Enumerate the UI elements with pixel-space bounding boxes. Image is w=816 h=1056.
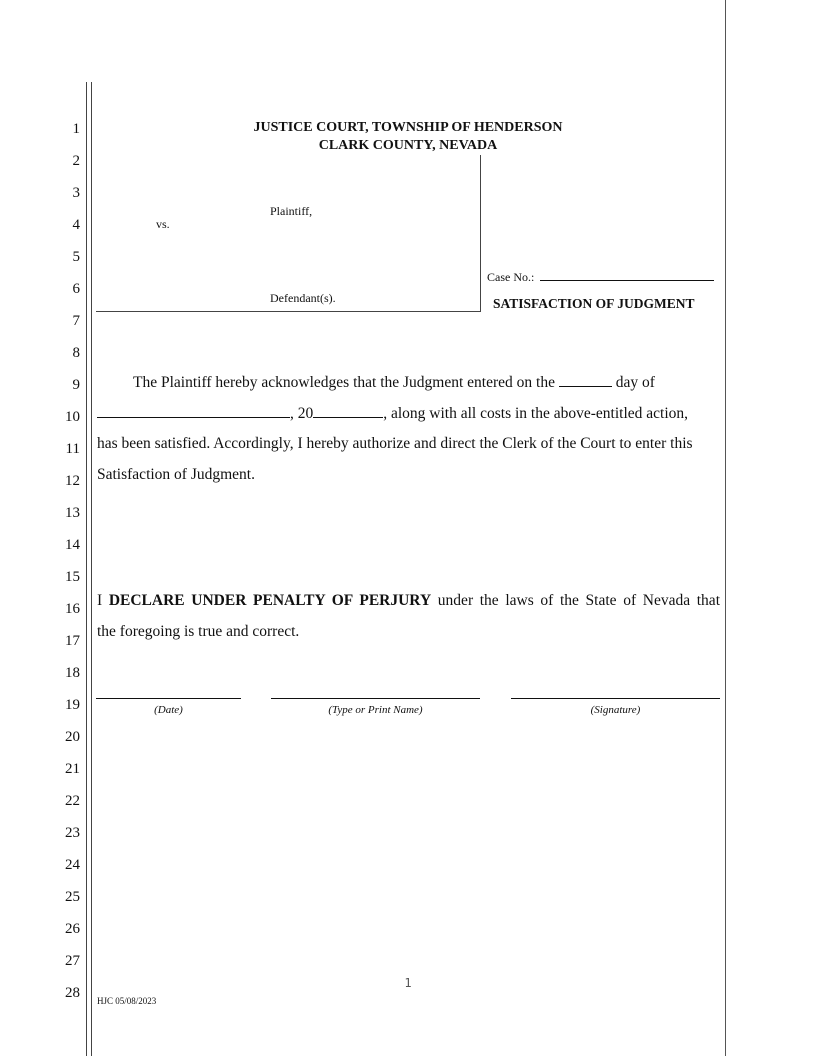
line-number: 25	[65, 889, 80, 905]
line-number: 22	[65, 793, 80, 809]
case-number-label: Case No.:	[487, 270, 535, 284]
form-code: HJC 05/08/2023	[97, 996, 157, 1006]
body-line-2	[97, 403, 688, 424]
body-text: day of	[611, 374, 655, 391]
body-text: The Plaintiff hereby acknowledges that the Judgment entered on the	[133, 374, 559, 391]
body-text: , 20	[290, 405, 314, 422]
document-title: SATISFACTION OF JUDGMENT	[493, 296, 695, 311]
line-number: 12	[65, 473, 80, 489]
line-number: 5	[72, 249, 80, 265]
left-margin-rule-inner	[91, 82, 92, 1056]
defendant-label: Defendant(s).	[270, 291, 336, 305]
line-number: 3	[72, 185, 80, 201]
date-signature-line[interactable]	[96, 698, 241, 699]
body-line-3: has been satisfied. Accordingly, I hereby authorize and direct the Clerk of the Court to enter this	[97, 435, 693, 452]
court-county: CLARK COUNTY, NEVADA	[318, 138, 498, 153]
line-number: 2	[72, 153, 80, 169]
page-number: 1	[404, 976, 412, 990]
line-number: 15	[65, 569, 80, 585]
line-number: 4	[72, 217, 80, 233]
day-blank[interactable]	[559, 372, 612, 387]
line-number: 11	[65, 441, 80, 457]
name-label: (Type or Print Name)	[328, 704, 423, 716]
line-number: 23	[65, 825, 80, 841]
line-number: 16	[65, 601, 80, 617]
line-number: 9	[72, 377, 80, 393]
year-blank[interactable]	[313, 403, 383, 418]
left-margin-rule-outer	[86, 82, 87, 1056]
line-number: 26	[65, 921, 80, 937]
line-number: 6	[72, 281, 80, 297]
vs-label: vs.	[156, 217, 170, 231]
line-number: 24	[65, 857, 80, 873]
month-blank[interactable]	[97, 403, 290, 418]
line-number: 19	[65, 697, 80, 713]
line-number: 17	[65, 633, 80, 649]
line-number: 10	[65, 409, 80, 425]
court-name: JUSTICE COURT, TOWNSHIP OF HENDERSON	[253, 120, 563, 135]
line-number: 28	[65, 985, 80, 1001]
line-number: 18	[65, 665, 80, 681]
body-line-4: Satisfaction of Judgment.	[97, 466, 255, 483]
signature-line[interactable]	[511, 698, 720, 699]
caption-bottom-rule	[96, 311, 481, 312]
declaration-prefix: I	[97, 592, 109, 609]
declaration-line-2: the foregoing is true and correct.	[97, 623, 300, 640]
case-number-blank[interactable]	[540, 266, 714, 281]
date-label: (Date)	[154, 704, 183, 716]
line-number: 27	[65, 953, 80, 969]
case-number-field[interactable]	[487, 266, 714, 284]
right-margin-rule	[725, 0, 726, 1056]
body-line-1	[133, 372, 655, 393]
caption-divider	[480, 155, 481, 312]
plaintiff-label: Plaintiff,	[270, 204, 313, 218]
line-number: 21	[65, 761, 80, 777]
declaration-suffix: under the laws of the State of Nevada that	[431, 592, 720, 609]
line-number: 20	[65, 729, 80, 745]
declaration-line-1	[97, 591, 720, 611]
declaration-bold: DECLARE UNDER PENALTY OF PERJURY	[108, 592, 432, 609]
line-number: 14	[65, 537, 80, 553]
line-number: 13	[65, 505, 80, 521]
line-number: 8	[72, 345, 80, 361]
name-signature-line[interactable]	[271, 698, 480, 699]
signature-label: (Signature)	[590, 704, 641, 716]
line-number: 7	[72, 313, 80, 329]
line-number: 1	[72, 121, 80, 137]
body-text: , along with all costs in the above-entitled action,	[383, 405, 689, 422]
